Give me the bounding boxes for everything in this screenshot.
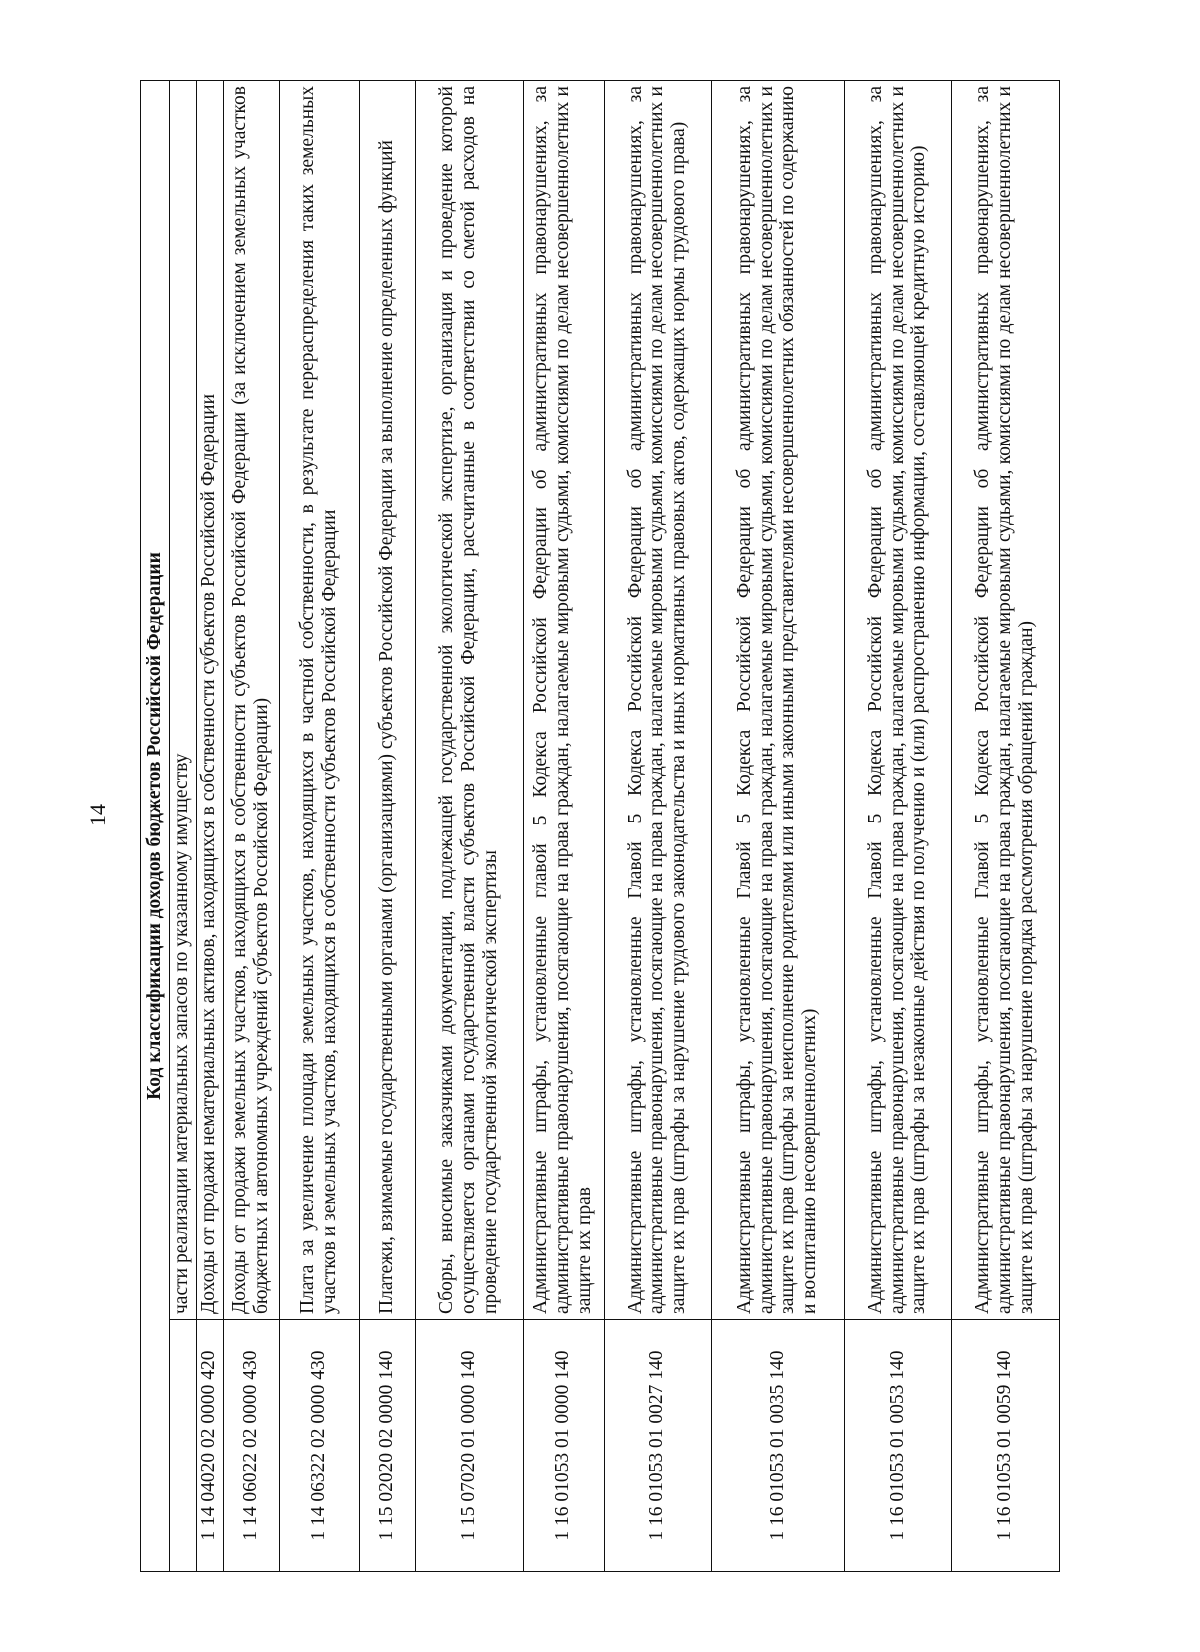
row-code: 1 14 06322 02 0000 430 <box>279 1320 360 1572</box>
table-row <box>279 81 360 1572</box>
table-row <box>604 81 712 1572</box>
row-code <box>169 1320 196 1572</box>
row-description: части реализации материальных запасов по указанному имуществу <box>169 81 196 1320</box>
row-description: Административные штрафы, установленные главой 5 Кодекса Российской Федерации об административных правонарушениях, за административные правонарушения, посягающие на права граждан, налагаемые мировыми судьями, комиссиями по делам несовершеннолетних и защите их прав <box>523 81 604 1320</box>
classification-table-rotated <box>140 80 1060 1572</box>
row-code: 1 16 01053 01 0000 140 <box>523 1320 604 1572</box>
table-row <box>360 81 416 1572</box>
row-description: Доходы от продажи нематериальных активов, находящихся в собственности субъектов Российской Федерации <box>196 81 223 1320</box>
row-code: 1 14 06022 02 0000 430 <box>223 1320 279 1572</box>
table-row <box>196 81 223 1572</box>
table-row <box>416 81 524 1572</box>
row-description: Административные штрафы, установленные Главой 5 Кодекса Российской Федерации об административных правонарушениях, за административные правонарушения, посягающие на права граждан, налагаемые мировыми судьями, комиссиями по делам несовершеннолетних и защите их прав (штрафы за нарушение порядка рассмотрения обращений граждан) <box>952 81 1060 1320</box>
table-row <box>223 81 279 1572</box>
table-header-row <box>141 81 170 1572</box>
row-code: 1 16 01053 01 0035 140 <box>712 1320 844 1572</box>
row-description: Административные штрафы, установленные Главой 5 Кодекса Российской Федерации об административных правонарушениях, за административные правонарушения, посягающие на права граждан, налагаемые мировыми судьями, комиссиями по делам несовершеннолетних и защите их прав (штрафы за неисполнение родителями или иными законными представителями несовершеннолетних обязанностей по содержанию и воспитанию несовершеннолетних) <box>712 81 844 1320</box>
row-description: Плата за увеличение площади земельных участков, находящихся в частной собственности, в результате перераспределения таких земельных участков и земельных участков, находящихся в собственности субъектов Российской Федерации <box>279 81 360 1320</box>
table-row <box>712 81 844 1572</box>
table-header: Код классификации доходов бюджетов Российской Федерации <box>141 81 170 1572</box>
classification-table <box>140 80 1060 1572</box>
row-code: 1 16 01053 01 0059 140 <box>952 1320 1060 1572</box>
row-description: Сборы, вносимые заказчиками документации, подлежащей государственной экологической экспертизе, организация и проведение которой осуществляется органами государственной власти субъектов Российской Федерации, рассчитанные в соответствии со сметой расходов на проведение государственной экологической экспертизы <box>416 81 524 1320</box>
page-number: 14 <box>85 804 110 826</box>
table-row <box>844 81 952 1572</box>
row-code: 1 16 01053 01 0027 140 <box>604 1320 712 1572</box>
row-code: 1 15 02020 02 0000 140 <box>360 1320 416 1572</box>
row-code: 1 16 01053 01 0053 140 <box>844 1320 952 1572</box>
row-code: 1 14 04020 02 0000 420 <box>196 1320 223 1572</box>
table-row <box>952 81 1060 1572</box>
row-description: Доходы от продажи земельных участков, находящихся в собственности субъектов Российской Федерации (за исключением земельных участков бюджетных и автономных учреждений субъектов Российской Федерации) <box>223 81 279 1320</box>
row-description: Административные штрафы, установленные Главой 5 Кодекса Российской Федерации об административных правонарушениях, за административные правонарушения, посягающие на права граждан, налагаемые мировыми судьями, комиссиями по делам несовершеннолетних и защите их прав (штрафы за незаконные действия по получению и (или) распространению информации, составляющей кредитную историю) <box>844 81 952 1320</box>
row-description: Платежи, взимаемые государственными органами (организациями) субъектов Российской Федерации за выполнение определенных функций <box>360 81 416 1320</box>
row-code: 1 15 07020 01 0000 140 <box>416 1320 524 1572</box>
table-row <box>169 81 196 1572</box>
table-row <box>523 81 604 1572</box>
row-description: Административные штрафы, установленные Главой 5 Кодекса Российской Федерации об административных правонарушениях, за административные правонарушения, посягающие на права граждан, налагаемые мировыми судьями, комиссиями по делам несовершеннолетних и защите их прав (штрафы за нарушение трудового законодательства и иных нормативных правовых актов, содержащих нормы трудового права) <box>604 81 712 1320</box>
